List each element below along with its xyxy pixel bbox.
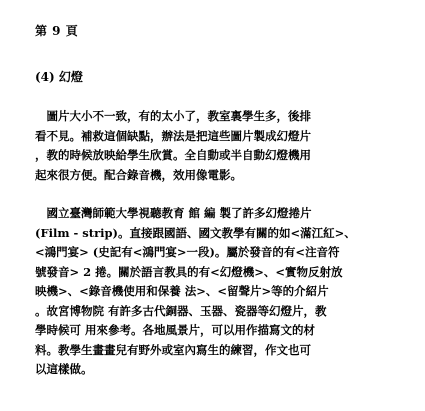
paragraph-2 <box>35 204 395 380</box>
paragraph-line: 映機>、<錄音機使用和保養 法>、<留聲片>等的介紹片 <box>35 284 329 298</box>
paragraph-line: ，教的時候放映給學生欣賞。全自動或半自動幻燈機用 <box>35 148 311 162</box>
paragraph-line: (Film - strip)。直接跟國語、國文教學有關的如<滿江紅>、 <box>35 225 356 240</box>
section-title: (4) 幻燈 <box>35 70 83 84</box>
paragraph-line: 料。教學生畫畫兒有野外或室內寫生的練習，作文也可 <box>35 342 311 357</box>
paragraph-line: 號發音> 2 捲。關於語言教具的有<幻燈機>、<實物反射放 <box>35 264 343 279</box>
paragraph-line: <鴻門宴> (史記有<鴻門宴>一段)。屬於發音的有<注音符 <box>35 245 340 259</box>
paragraph-line: 。故宮博物院 有許多古代銅器、玉器、瓷器等幻燈片，教 <box>35 303 327 318</box>
paragraph-line: 以這樣做。 <box>35 362 93 376</box>
paragraph-line: 學時候可 用來參考。各地風景片，可以用作描寫文的材 <box>35 323 316 337</box>
paragraph-line: 國立臺灣師範大學視聽教育 館 編 製了許多幻燈捲片 <box>35 206 312 220</box>
paragraph-line: 圖片大小不一致，有的太小了，教室裏學生多，後排 <box>35 109 311 123</box>
page-number: 第 9 頁 <box>35 24 79 38</box>
paragraph-line: 看不見。補救這個缺點，辦法是把這些圖片製成幻燈片 <box>35 128 311 143</box>
paragraph-line: 起來很方便。配合錄音機，效用像電影。 <box>35 167 242 182</box>
paragraph-1 <box>35 107 395 185</box>
